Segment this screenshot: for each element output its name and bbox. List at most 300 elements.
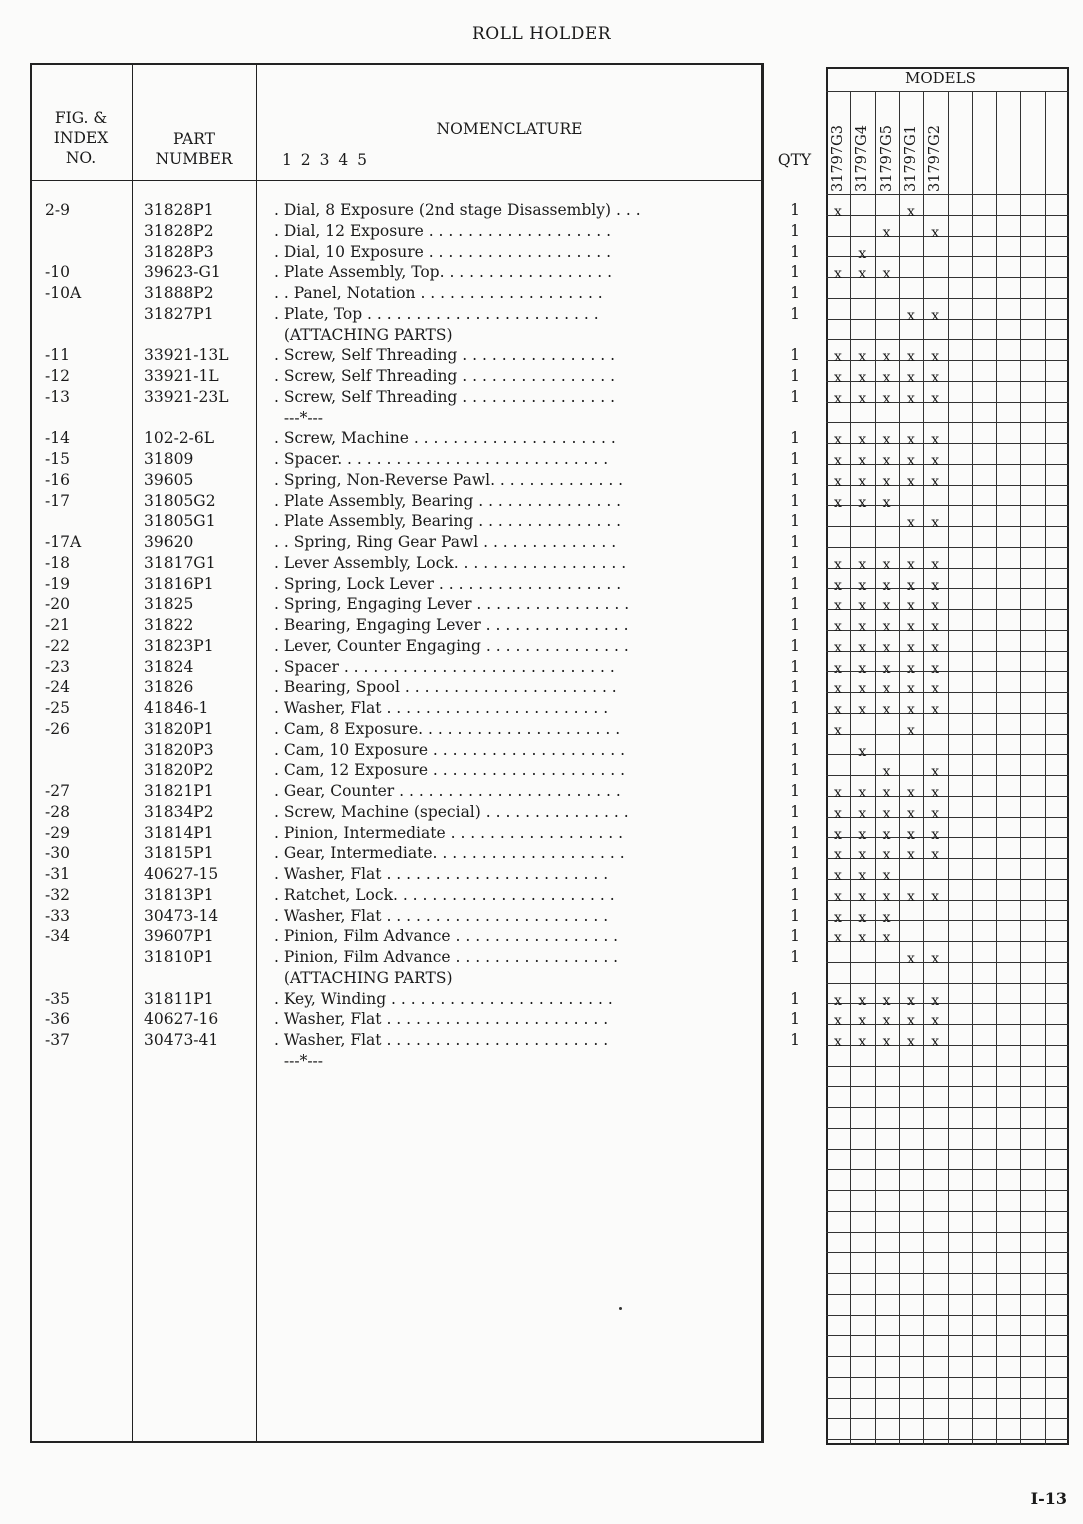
nomenclature-cell: . Lever, Counter Engaging . . . . . . . . . . . . . . . [274,636,629,655]
grid-column-line [1045,91,1046,1445]
part-number-cell: 31888P2 [144,284,214,302]
model-applicability-mark: x [906,349,915,366]
part-number-cell: 39607P1 [144,927,214,946]
table-row [30,532,800,553]
nomenclature-cell: . Pinion, Film Advance . . . . . . . . . . . . . . . . . [274,948,619,966]
table-row [30,864,800,885]
table-row [30,698,800,719]
grid-column-line [996,91,997,1445]
model-applicability-mark: x [858,743,867,760]
header-indent-levels: 1 2 3 4 5 [282,151,368,169]
part-number-cell: 31824 [144,657,194,676]
model-applicability-mark: x [931,639,940,656]
model-applicability-mark: x [882,577,891,594]
table-row [30,553,800,574]
table-row [30,242,800,263]
model-applicability-mark: x [858,805,867,822]
model-applicability-mark: x [906,307,915,324]
model-applicability-mark: x [882,909,891,926]
grid-row-line [826,319,1069,320]
table-row [30,470,800,491]
table-row [30,449,800,470]
model-applicability-mark: x [834,639,842,656]
table-row [30,843,800,864]
model-applicability-mark: x [906,639,915,656]
model-applicability-mark: x [858,702,867,718]
qty-cell: 1 [790,263,800,282]
fig-index-cell: -22 [45,636,70,655]
model-column-label: 31797G5 [878,125,895,192]
model-applicability-mark: x [931,577,940,594]
table-row [30,719,800,740]
model-applicability-mark: x [882,992,891,1009]
model-applicability-mark: x [858,577,867,594]
fig-index-cell: -10A [45,284,82,302]
part-number-cell: 31828P1 [144,201,214,219]
model-applicability-mark: x [834,619,842,635]
model-applicability-mark: x [834,349,842,366]
nomenclature-cell: . Pinion, Film Advance . . . . . . . . . . . . . . . . . [274,927,619,946]
table-row [30,760,800,781]
nomenclature-cell: . . Spring, Ring Gear Pawl . . . . . . . . . . . . . . [274,533,617,551]
nomenclature-cell: . Key, Winding . . . . . . . . . . . . . . . . . . . . . . . [274,989,613,1008]
table-row [30,283,800,304]
model-applicability-mark: x [858,888,867,905]
fig-index-cell: -10 [45,263,70,282]
fig-index-cell: -11 [45,346,70,365]
model-applicability-mark: x [834,266,842,283]
model-applicability-mark: x [882,888,891,905]
header-fig-index: FIG. & INDEX NO. [53,109,109,167]
model-applicability-mark: x [834,785,842,801]
table-row [30,947,800,968]
model-applicability-mark: x [858,453,867,469]
model-applicability-mark: x [906,1034,915,1050]
nomenclature-cell: . Bearing, Engaging Lever . . . . . . . . . . . . . . . [274,616,629,634]
fig-index-cell: -18 [45,553,70,572]
qty-cell: 1 [790,802,800,821]
fig-index-cell: -35 [45,989,70,1008]
nomenclature-cell: . Ratchet, Lock. . . . . . . . . . . . . . . . . . . . . . . [274,885,615,904]
part-number-cell: 31828P3 [144,242,214,261]
grid-row-line [826,1398,1069,1399]
grid-row-line [826,775,1069,776]
table-row [30,594,800,615]
model-applicability-mark: x [834,494,842,511]
model-applicability-mark: x [858,909,867,926]
nomenclature-cell: . Spring, Engaging Lever . . . . . . . . . . . . . . . . [274,595,630,614]
part-number-cell: 39623-G1 [144,263,221,282]
fig-index-cell: -31 [45,865,70,883]
model-applicability-mark: x [834,370,842,386]
table-row [30,802,800,823]
qty-cell: 1 [790,367,800,385]
grid-row-line [826,1294,1069,1295]
nomenclature-cell: . Gear, Intermediate. . . . . . . . . . . . . . . . . . . . [274,844,625,863]
table-row [30,781,800,802]
model-applicability-mark: x [858,473,867,490]
part-number-cell: 31828P2 [144,221,214,240]
grid-row-line [826,983,1069,984]
model-applicability-mark: x [906,805,915,822]
model-applicability-mark: x [858,826,867,843]
model-applicability-mark: x [882,639,891,656]
qty-cell: 1 [790,221,800,240]
qty-cell: 1 [790,636,800,655]
qty-cell: 1 [790,699,800,717]
table-row [30,823,800,844]
fig-index-cell: -34 [45,927,70,946]
part-number-cell: 31813P1 [144,885,214,904]
models-heading: MODELS [905,69,976,87]
nomenclature-cell: . Cam, 10 Exposure . . . . . . . . . . . . . . . . . . . . [274,740,626,759]
grid-row-line [826,962,1069,963]
model-applicability-mark: x [882,660,891,677]
model-applicability-mark: x [834,930,842,947]
part-number-cell: 40627-16 [144,1010,219,1029]
qty-cell: 1 [790,201,800,219]
fig-index-cell: -20 [45,595,70,614]
model-applicability-mark: x [882,785,891,801]
model-applicability-mark: x [931,515,940,532]
nomenclature-cell: . Lever Assembly, Lock. . . . . . . . . . . . . . . . . . [274,553,627,572]
model-applicability-mark: x [906,660,915,677]
model-applicability-mark: x [906,619,915,635]
model-applicability-mark: x [931,556,940,573]
model-applicability-mark: x [834,805,842,822]
qty-cell: 1 [790,450,800,468]
table-row [30,511,800,532]
model-applicability-mark: x [858,349,867,366]
model-applicability-mark: x [858,619,867,635]
grid-row-line [826,547,1069,548]
model-applicability-mark: x [906,390,915,407]
grid-column-line [972,91,973,1445]
model-applicability-mark: x [858,1034,867,1050]
fig-index-cell: -23 [45,657,70,676]
model-applicability-mark: x [931,370,940,386]
fig-index-cell: -21 [45,616,70,634]
model-applicability-mark: x [858,639,867,656]
fig-index-cell: -16 [45,470,70,489]
table-row [30,345,800,366]
fig-index-cell: -30 [45,844,70,863]
model-applicability-mark: x [906,847,915,864]
model-applicability-mark: x [882,847,891,864]
model-applicability-mark: x [931,307,940,324]
qty-cell: 1 [790,491,800,510]
nomenclature-cell: . Screw, Machine (special) . . . . . . . . . . . . . . . [274,802,629,821]
fig-index-cell: -37 [45,1031,70,1049]
part-number-cell: 31815P1 [144,844,214,863]
model-applicability-mark: x [931,1013,940,1030]
model-applicability-mark: x [882,432,891,449]
model-applicability-mark: x [906,204,915,220]
table-row [30,387,800,408]
nomenclature-cell: . Spring, Lock Lever . . . . . . . . . . . . . . . . . . . [274,574,622,593]
fig-index-cell: -14 [45,429,70,448]
qty-cell: 1 [790,346,800,365]
nomenclature-cell: . Gear, Counter . . . . . . . . . . . . . . . . . . . . . . . [274,782,621,800]
model-applicability-mark: x [882,556,891,573]
model-applicability-mark: x [858,660,867,677]
model-applicability-mark: x [834,1034,842,1050]
nomenclature-cell: . Washer, Flat . . . . . . . . . . . . . . . . . . . . . . . [274,906,609,925]
fig-index-cell: 2-9 [45,201,70,219]
nomenclature-cell: . Plate Assembly, Bearing . . . . . . . . . . . . . . . [274,512,622,531]
qty-cell: 1 [790,616,800,634]
part-number-cell: 31816P1 [144,574,214,593]
part-number-cell: 31825 [144,595,194,614]
nomenclature-cell: (ATTACHING PARTS) [274,968,453,987]
model-applicability-mark: x [931,785,940,801]
table-row [30,262,800,283]
qty-cell: 1 [790,284,800,302]
qty-cell: 1 [790,304,800,323]
part-number-cell: 33921-23L [144,387,229,406]
nomenclature-cell: . Dial, 8 Exposure (2nd stage Disassembly) . . . [274,201,641,219]
fig-index-cell: -33 [45,906,70,925]
part-number-cell: 31823P1 [144,636,214,655]
grid-row-line [826,1128,1069,1129]
model-applicability-mark: x [931,224,940,241]
model-applicability-mark: x [906,681,915,698]
model-applicability-mark: x [931,432,940,449]
fig-index-cell: -36 [45,1010,70,1029]
model-applicability-mark: x [858,370,867,386]
table-row [30,408,763,429]
qty-cell: 1 [790,823,800,842]
model-applicability-mark: x [834,1013,842,1030]
model-applicability-mark: x [834,432,842,449]
qty-cell: 1 [790,844,800,863]
part-number-cell: 31820P3 [144,740,214,759]
part-number-cell: 33921-1L [144,367,219,385]
model-applicability-mark: x [858,556,867,573]
fig-index-cell: -25 [45,699,70,717]
model-applicability-mark: x [858,930,867,947]
model-column-label: 31797G3 [830,125,846,192]
model-applicability-mark: x [906,556,915,573]
part-number-cell: 31822 [144,616,194,634]
grid-row-line [826,1377,1069,1378]
qty-cell: 1 [790,533,800,551]
model-applicability-mark: x [882,764,891,781]
nomenclature-cell: . Washer, Flat . . . . . . . . . . . . . . . . . . . . . . . [274,699,609,717]
model-applicability-mark: x [906,515,915,532]
nomenclature-cell: . Washer, Flat . . . . . . . . . . . . . . . . . . . . . . . [274,1031,609,1049]
model-applicability-mark: x [931,619,940,635]
model-column-label: 31797G2 [927,125,944,192]
nomenclature-cell: . Screw, Self Threading . . . . . . . . . . . . . . . . [274,387,616,406]
model-applicability-mark: x [882,266,891,283]
grid-row-line [826,1232,1069,1233]
model-applicability-mark: x [931,826,940,843]
model-applicability-mark: x [906,992,915,1009]
nomenclature-cell: . Screw, Machine . . . . . . . . . . . . . . . . . . . . . [274,429,616,448]
table-row [30,740,800,761]
qty-cell: 1 [790,719,800,738]
model-header-bottom [826,194,1069,195]
nomenclature-cell: . Spacer . . . . . . . . . . . . . . . . . . . . . . . . . . . . [274,657,615,676]
model-applicability-mark: x [906,888,915,905]
model-applicability-mark: x [834,826,842,843]
table-row [30,304,800,325]
model-applicability-mark: x [834,847,842,864]
model-applicability-mark: x [858,785,867,801]
model-applicability-mark: x [931,660,940,677]
table-row [30,968,763,989]
model-applicability-mark: x [858,847,867,864]
fig-index-cell: -29 [45,823,70,842]
nomenclature-cell: (ATTACHING PARTS) [274,325,453,344]
model-applicability-mark: x [906,826,915,843]
part-number-cell: 31826 [144,678,194,697]
qty-cell: 1 [790,1010,800,1029]
part-number-cell: 31810P1 [144,948,214,966]
qty-cell: 1 [790,782,800,800]
table-row [30,1051,763,1072]
grid-row-line [826,1066,1069,1067]
model-applicability-mark: x [834,453,842,469]
qty-cell: 1 [790,595,800,614]
model-applicability-mark: x [834,204,842,220]
grid-row-line [826,526,1069,527]
model-applicability-mark: x [834,473,842,490]
stray-mark [619,1307,622,1310]
table-row [30,615,800,636]
table-row [30,325,763,346]
model-applicability-mark: x [882,473,891,490]
qty-cell: 1 [790,242,800,261]
fig-index-cell: -12 [45,367,70,385]
part-number-cell: 40627-15 [144,865,219,883]
grid-column-line [899,91,900,1445]
nomenclature-cell: . Spring, Non-Reverse Pawl. . . . . . . . . . . . . . [274,470,624,489]
qty-cell: 1 [790,387,800,406]
qty-cell: 1 [790,657,800,676]
model-applicability-mark: x [834,577,842,594]
part-number-cell: 31805G2 [144,491,216,510]
model-applicability-mark: x [906,432,915,449]
part-number-cell: 39620 [144,533,194,551]
nomenclature-cell: . . Panel, Notation . . . . . . . . . . . . . . . . . . . [274,284,603,302]
part-number-cell: 31827P1 [144,304,214,323]
qty-cell: 1 [790,761,800,780]
part-number-cell: 31809 [144,450,194,468]
model-applicability-mark: x [931,681,940,698]
model-applicability-mark: x [906,473,915,490]
model-applicability-mark: x [834,390,842,407]
fig-index-cell: -27 [45,782,70,800]
qty-cell: 1 [790,740,800,759]
page-number: I-13 [1030,1489,1067,1508]
model-applicability-mark: x [882,1034,891,1050]
fig-index-cell: -28 [45,802,70,821]
table-row [30,1030,800,1051]
model-applicability-mark: x [858,868,867,884]
grid-column-line [1020,91,1021,1445]
nomenclature-cell: . Cam, 12 Exposure . . . . . . . . . . . . . . . . . . . . [274,761,626,780]
grid-row-line [826,339,1069,340]
grid-row-line [826,1356,1069,1357]
model-applicability-mark: x [882,224,891,241]
nomenclature-cell: . Screw, Self Threading . . . . . . . . . . . . . . . . [274,346,616,365]
model-applicability-mark: x [858,494,867,511]
model-applicability-mark: x [882,598,891,615]
model-applicability-mark: x [931,992,940,1009]
grid-row-line [826,1273,1069,1274]
model-applicability-mark: x [931,888,940,905]
model-applicability-mark: x [931,390,940,407]
grid-row-line [826,1190,1069,1191]
qty-cell: 1 [790,574,800,593]
model-applicability-mark: x [858,598,867,615]
header-nomenclature: NOMENCLATURE [436,120,583,138]
part-number-cell: 31817G1 [144,553,216,572]
header-part-number: PART NUMBER [155,130,233,168]
grid-row-line [826,1169,1069,1170]
part-number-cell: 31811P1 [144,989,214,1008]
qty-cell: 1 [790,512,800,531]
model-applicability-mark: x [834,992,842,1009]
qty-cell: 1 [790,429,800,448]
model-applicability-mark: x [931,473,940,490]
grid-row-line [826,236,1069,237]
nomenclature-cell: . Plate Assembly, Top. . . . . . . . . . . . . . . . . . [274,263,613,282]
table-row [30,885,800,906]
part-number-cell: 41846-1 [144,699,209,717]
page-title: ROLL HOLDER [471,24,612,44]
model-applicability-mark: x [931,764,940,781]
model-applicability-mark: x [931,805,940,822]
grid-column-line [850,91,851,1445]
qty-cell: 1 [790,948,800,966]
grid-row-line [826,1439,1069,1440]
grid-row-line [826,1086,1069,1087]
table-row [30,491,800,512]
model-applicability-mark: x [834,681,842,698]
fig-index-cell: -26 [45,719,70,738]
model-applicability-mark: x [906,722,915,739]
grid-row-line [826,1107,1069,1108]
model-applicability-mark: x [931,453,940,469]
model-applicability-mark: x [858,1013,867,1030]
table-row [30,657,800,678]
table-row [30,200,800,221]
part-number-cell: 30473-41 [144,1031,219,1049]
model-applicability-mark: x [834,660,842,677]
part-number-cell: 31820P1 [144,719,214,738]
grid-row-line [826,1252,1069,1253]
model-applicability-mark: x [931,702,940,718]
model-applicability-mark: x [882,349,891,366]
model-applicability-mark: x [882,681,891,698]
part-number-cell: 31821P1 [144,782,214,800]
part-number-cell: 30473-14 [144,906,219,925]
nomenclature-cell: . Plate Assembly, Bearing . . . . . . . . . . . . . . . [274,491,622,510]
model-applicability-mark: x [882,826,891,843]
grid-row-line [826,1335,1069,1336]
model-applicability-mark: x [931,951,940,967]
qty-cell: 1 [790,906,800,925]
fig-index-cell: -24 [45,678,70,697]
model-applicability-mark: x [834,702,842,718]
model-applicability-mark: x [906,453,915,469]
model-applicability-mark: x [858,266,867,283]
fig-index-cell: -17A [45,533,82,551]
model-applicability-mark: x [858,432,867,449]
